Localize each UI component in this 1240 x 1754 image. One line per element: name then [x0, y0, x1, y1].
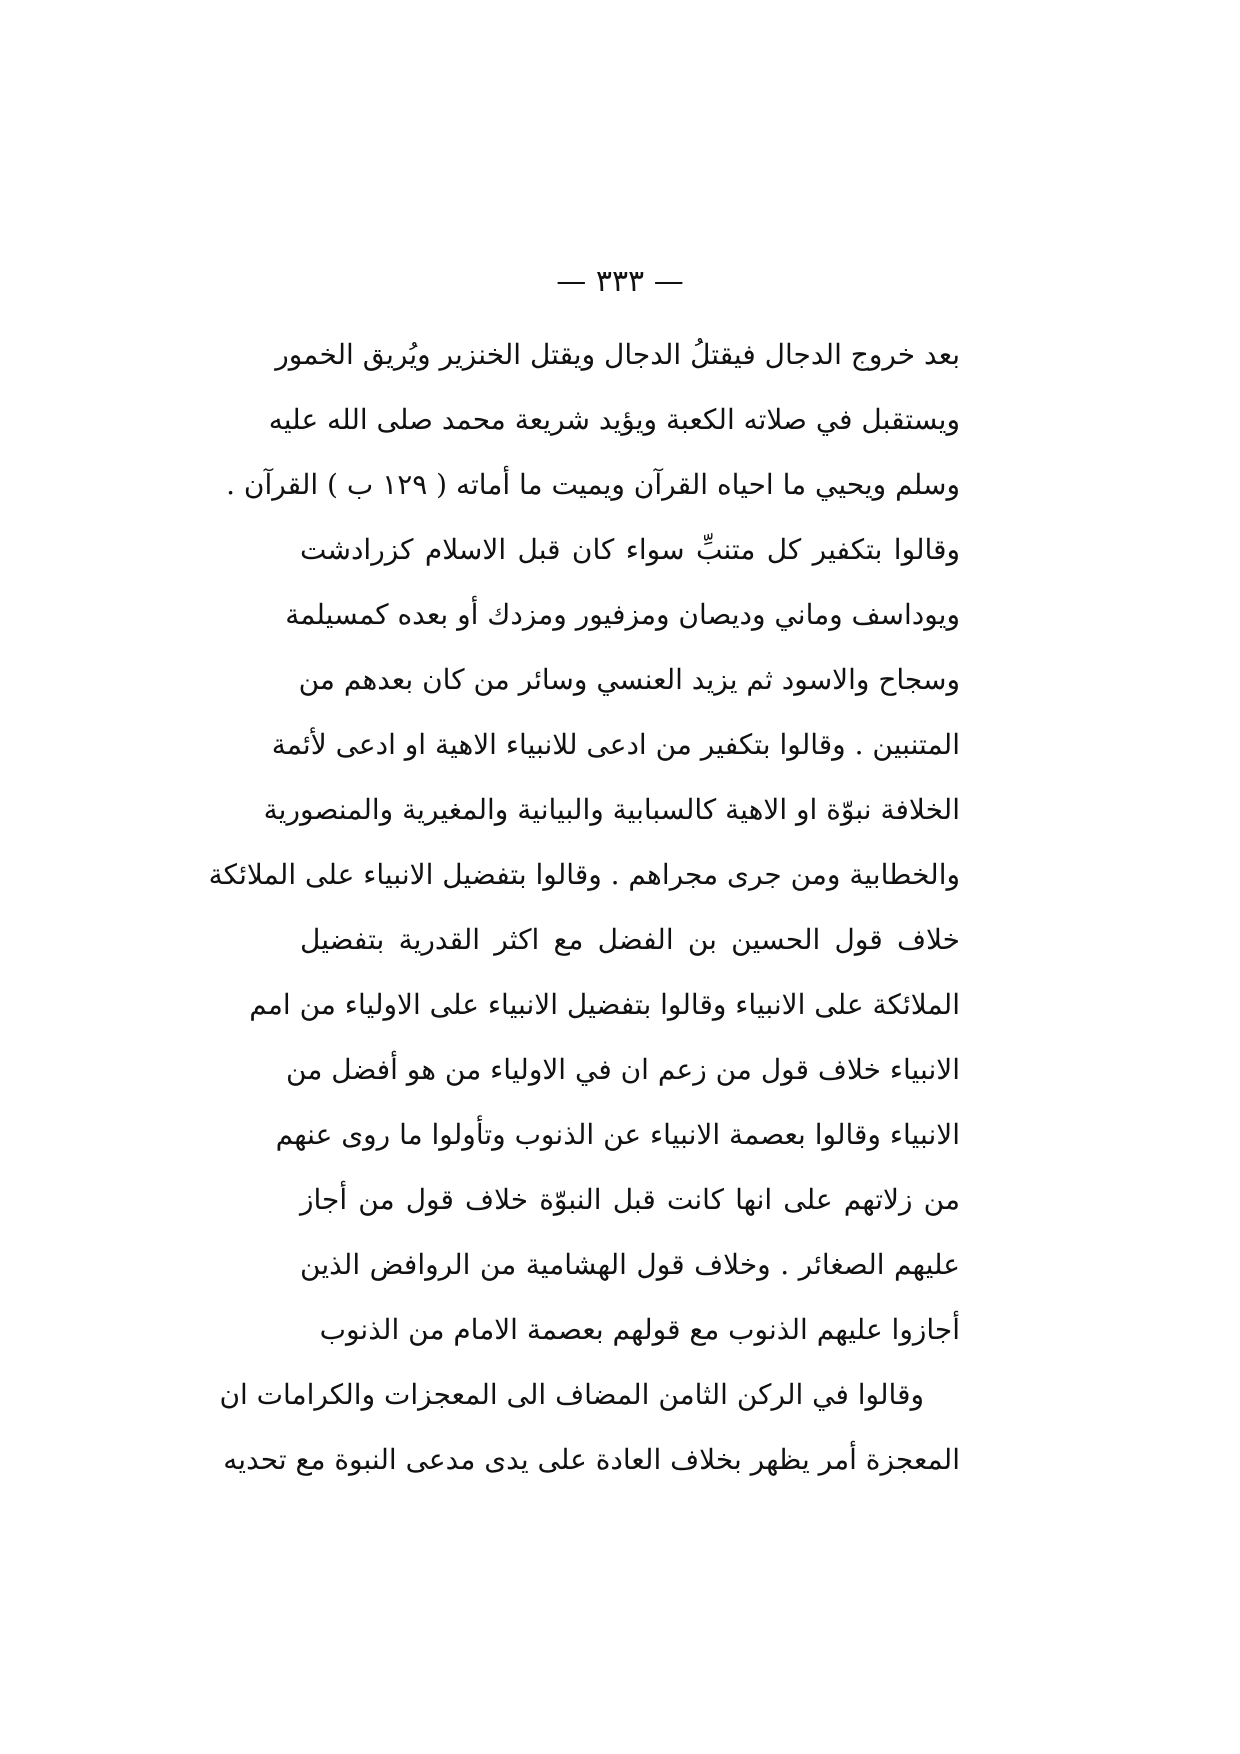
text-line: من زلاتهم على انها كانت قبل النبوّة خلاف قول من أجاز — [300, 1183, 960, 1216]
text-line: ويوداسف وماني وديصان ومزفيور ومزدك أو بعده كمسيلمة — [285, 598, 960, 631]
text-line: بعد خروج الدجال فيقتلُ الدجال ويقتل الخنزير ويُريق الخمور — [275, 338, 960, 371]
text-line: خلاف قول الحسين بن الفضل مع اكثر القدرية بتفضيل — [300, 923, 960, 956]
text-line: وسلم ويحيي ما احياه القرآن ويميت ما أماته ( ١٢٩ ب ) القرآن . — [226, 468, 960, 501]
text-line: وقالوا في الركن الثامن المضاف الى المعجزات والكرامات ان — [219, 1378, 924, 1411]
text-line: المتنبين . وقالوا بتكفير من ادعى للانبياء الاهية او ادعى لأئمة — [271, 728, 960, 761]
text-line: والخطابية ومن جرى مجراهم . وقالوا بتفضيل الانبياء على الملائكة — [208, 858, 960, 891]
text-line: الانبياء وقالوا بعصمة الانبياء عن الذنوب وتأولوا ما روى عنهم — [275, 1118, 960, 1151]
text-line: ويستقبل في صلاته الكعبة ويؤيد شريعة محمد صلى الله عليه — [268, 403, 960, 436]
body-text — [208, 322, 960, 1492]
page-number: — ٣٣٣ — — [556, 264, 684, 299]
text-line: وسجاح والاسود ثم يزيد العنسي وسائر من كان بعدهم من — [298, 663, 960, 696]
text-line: وقالوا بتكفير كل متنبِّ سواء كان قبل الاسلام كزرادشت — [300, 533, 960, 566]
text-line: المعجزة أمر يظهر بخلاف العادة على يدى مدعى النبوة مع تحديه — [223, 1443, 960, 1476]
text-line: الانبياء خلاف قول من زعم ان في الاولياء من هو أفضل من — [286, 1053, 960, 1086]
text-line: الخلافة نبوّة او الاهية كالسبابية والبيانية والمغيرية والمنصورية — [263, 793, 960, 826]
text-line: الملائكة على الانبياء وقالوا بتفضيل الانبياء على الاولياء من امم — [249, 988, 960, 1021]
text-line: عليهم الصغائر . وخلاف قول الهشامية من الروافض الذين — [300, 1248, 960, 1281]
text-line: أجازوا عليهم الذنوب مع قولهم بعصمة الامام من الذنوب — [319, 1313, 960, 1346]
